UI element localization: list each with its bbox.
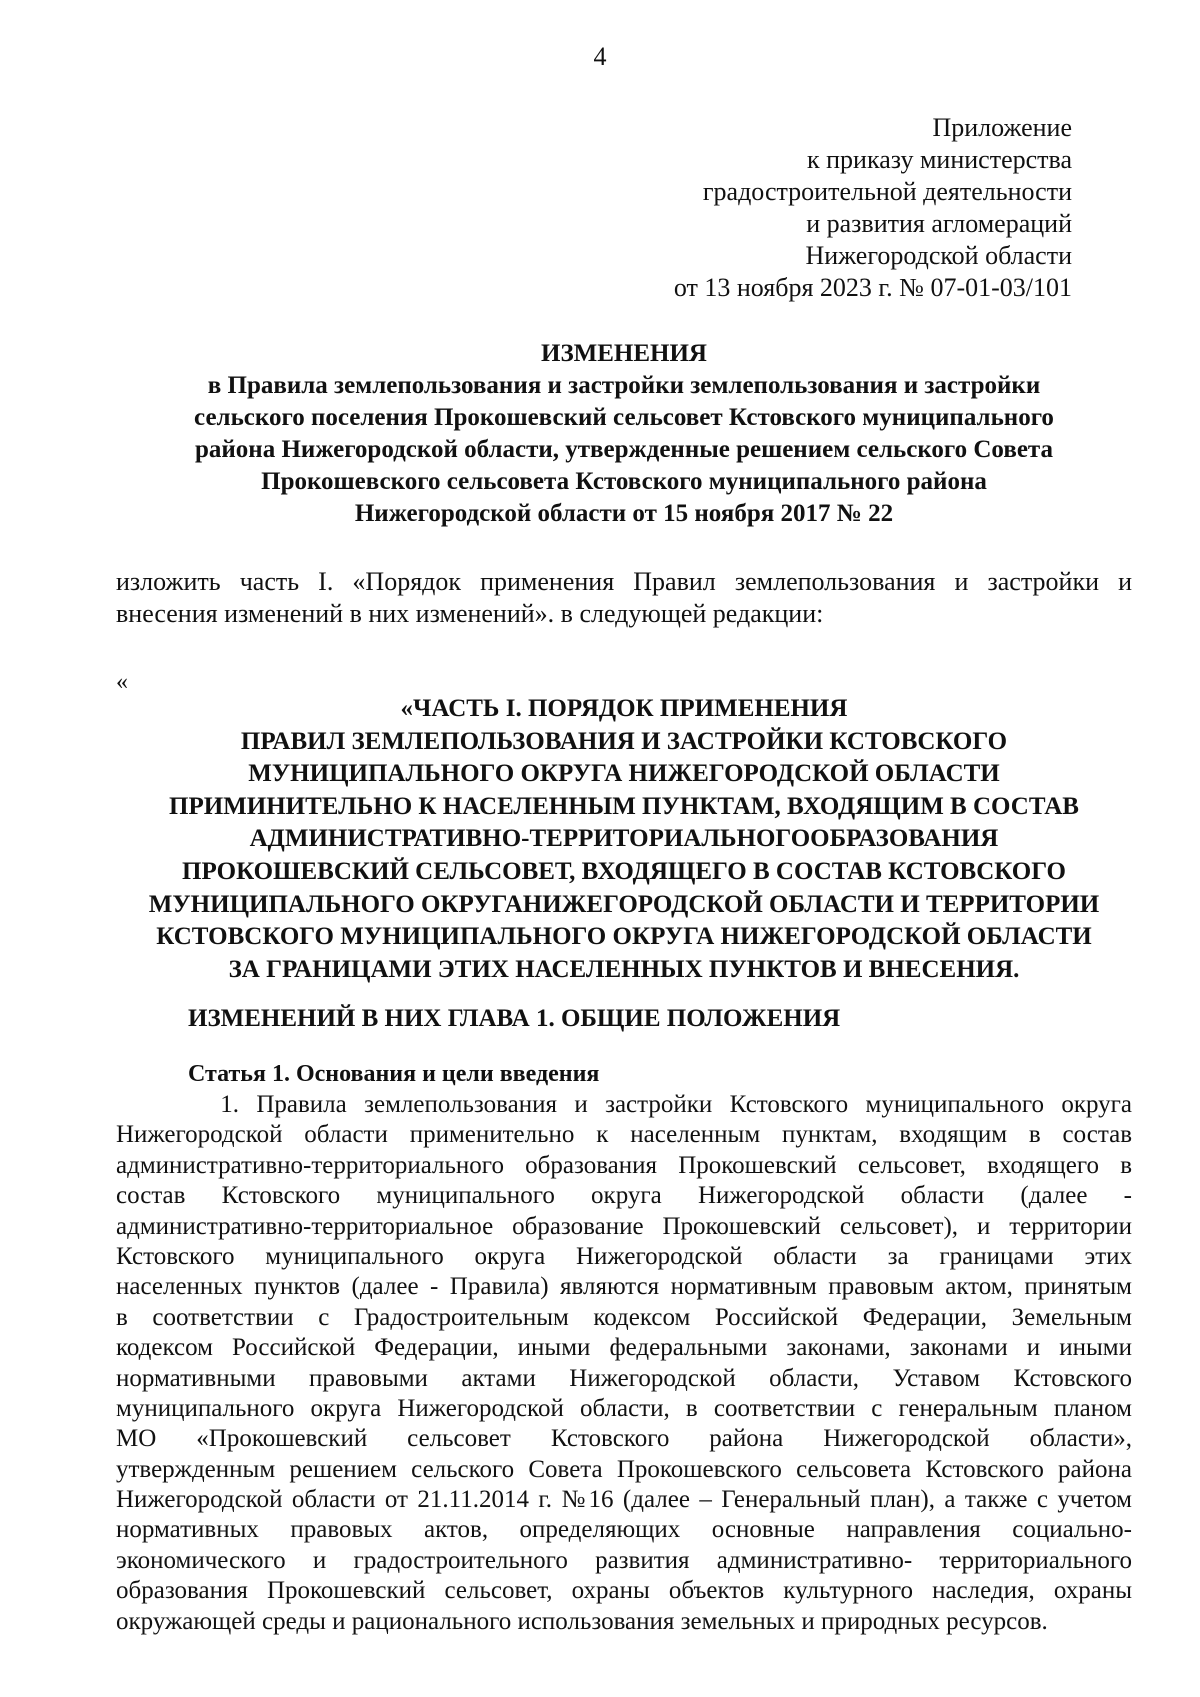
intro-paragraph: [116, 566, 1132, 630]
part-heading-line: «ЧАСТЬ I. ПОРЯДОК ПРИМЕНЕНИЯ: [400, 695, 848, 722]
article-line: муниципального округа Нижегородской области, в соответствии с генеральным планом: [116, 1394, 1132, 1422]
part-heading-line: ПРОКОШЕВСКИЙ СЕЛЬСОВЕТ, ВХОДЯЩЕГО В СОСТАВ КСТОВСКОГО: [182, 857, 1066, 885]
article-line: экономического и градостроительного развития административно- территориального: [116, 1546, 1132, 1574]
part-heading-line: МУНИЦИПАЛЬНОГО ОКРУГАНИЖЕГОРОДСКОЙ ОБЛАСТИ И ТЕРРИТОРИИ: [148, 890, 1100, 918]
article-line: административно-территориального образования Прокошевский сельсовет, входящего в: [116, 1151, 1132, 1179]
article-line: Кстовского муниципального округа Нижегородской области за границами этих: [116, 1242, 1132, 1270]
article-line: Нижегородской области применительно к населенным пунктам, входящим в состав: [116, 1121, 1132, 1149]
part-heading-line: ПРИМИНИТЕЛЬНО К НАСЕЛЕННЫМ ПУНКТАМ, ВХОДЯЩИМ В СОСТАВ: [169, 792, 1079, 820]
intro-line: изложить часть I. «Порядок применения Правил землепользования и застройки и: [116, 567, 1132, 596]
title-line: сельского поселения Прокошевский сельсовет Кстовского муниципального: [194, 404, 1054, 431]
appendix-line: Нижегородской области: [805, 241, 1072, 270]
article-line: окружающей среды и рационального использования земельных и природных ресурсов.: [116, 1607, 1048, 1635]
article-line: нормативных правовых актов, определяющих основные направления социально-: [116, 1516, 1132, 1544]
article-line: МО «Прокошевский сельсовет Кстовского района Нижегородской области»,: [116, 1425, 1132, 1453]
title-line: Прокошевского сельсовета Кстовского муниципального района: [261, 468, 987, 495]
part-heading-line: ЗА ГРАНИЦАМИ ЭТИХ НАСЕЛЕННЫХ ПУНКТОВ И ВНЕСЕНИЯ.: [228, 955, 1020, 983]
appendix-line: и развития агломераций: [806, 209, 1072, 238]
chapter-heading: ИЗМЕНЕНИЙ В НИХ ГЛАВА 1. ОБЩИЕ ПОЛОЖЕНИЯ: [188, 1005, 841, 1032]
article-line: утвержденным решением сельского Совета Прокошевского сельсовета Кстовского района: [116, 1455, 1132, 1483]
part-heading-line: АДМИНИСТРАТИВНО-ТЕРРИТОРИАЛЬНОГООБРАЗОВАНИЯ: [249, 825, 999, 853]
intro-line: внесения изменений в них изменений». в следующей редакции:: [116, 599, 824, 628]
appendix-line: Приложение: [932, 113, 1072, 142]
part-heading-line: МУНИЦИПАЛЬНОГО ОКРУГА НИЖЕГОРОДСКОЙ ОБЛАСТИ: [248, 760, 1000, 788]
appendix-block: [674, 112, 1072, 304]
appendix-line: градостроительной деятельности: [702, 177, 1072, 206]
article-line: в соответствии с Градостроительным кодексом Российской Федерации, Земельным: [116, 1303, 1132, 1331]
part-heading: [116, 693, 1132, 986]
part-heading-line: ПРАВИЛ ЗЕМЛЕПОЛЬЗОВАНИЯ И ЗАСТРОЙКИ КСТОВСКОГО: [240, 727, 1008, 755]
article-line: 1. Правила землепользования и застройки Кстовского муниципального округа: [116, 1091, 1132, 1118]
article-heading: Статья 1. Основания и цели введения: [188, 1061, 600, 1087]
article-line: Нижегородской области от 21.11.2014 г. №16 (далее – Генеральный план), а также с учетом: [116, 1486, 1132, 1514]
article-line: административно-территориальное образование Прокошевский сельсовет), и территории: [116, 1212, 1132, 1240]
article-line: населенных пунктов (далее - Правила) являются нормативным правовым актом, принятым: [116, 1273, 1132, 1301]
article-line: нормативными правовыми актами Нижегородской области, Уставом Кстовского: [116, 1364, 1132, 1392]
title-heading: ИЗМЕНЕНИЯ: [541, 340, 707, 367]
article-line: состав Кстовского муниципального округа Нижегородской области (далее -: [116, 1182, 1132, 1210]
title-line: Нижегородской области от 15 ноября 2017 № 22: [354, 500, 894, 527]
page-number: 4: [593, 42, 607, 71]
appendix-line: к приказу министерства: [807, 145, 1072, 174]
article-line: образования Прокошевский сельсовет, охраны объектов культурного наследия, охраны: [116, 1577, 1132, 1605]
document-title: [116, 338, 1132, 530]
article-line: кодексом Российской Федерации, иными федеральными законами, законами и иными: [116, 1334, 1132, 1362]
title-line: в Правила землепользования и застройки землепользования и застройки: [207, 372, 1041, 399]
quote-mark: «: [116, 669, 128, 695]
article-body: [116, 1090, 1132, 1637]
appendix-line: от 13 ноября 2023 г. № 07-01-03/101: [673, 273, 1072, 302]
part-heading-line: КСТОВСКОГО МУНИЦИПАЛЬНОГО ОКРУГА НИЖЕГОРОДСКОЙ ОБЛАСТИ: [156, 923, 1092, 951]
title-line: района Нижегородской области, утвержденные решением сельского Совета: [195, 436, 1053, 463]
